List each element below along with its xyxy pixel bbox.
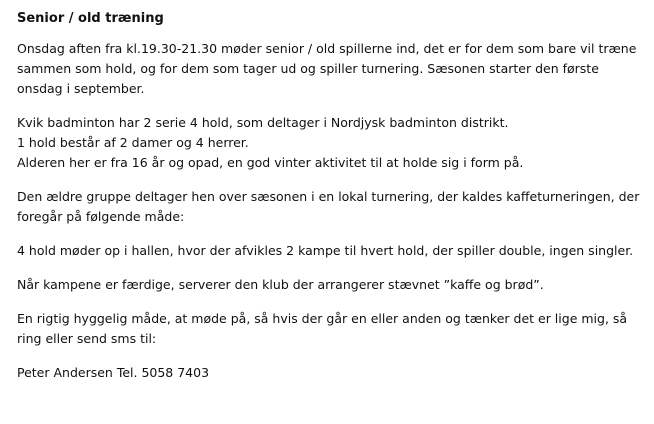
text-line: Når kampene er færdige, serverer den klub der arrangerer stævnet ”kaffe og brød”. (17, 277, 544, 292)
document-title: Senior / old træning (17, 11, 164, 26)
paragraph-invitation (17, 309, 647, 349)
document (17, 10, 647, 397)
text-line: Den ældre gruppe deltager hen over sæsonen i en lokal turnering, der kaldes kaffeturneringen, der (17, 189, 640, 204)
text-line: Kvik badminton har 2 serie 4 hold, som deltager i Nordjysk badminton distrikt. (17, 115, 509, 130)
paragraph-teams (17, 113, 647, 173)
text-line: En rigtig hyggelig måde, at møde på, så hvis der går en eller anden og tænker det er lige mig, så (17, 311, 628, 326)
paragraph-coffee-tournament (17, 187, 647, 227)
paragraph-training-schedule (17, 39, 647, 99)
text-line: onsdag i september. (17, 81, 145, 96)
text-line: 4 hold møder op i hallen, hvor der afvikles 2 kampe til hvert hold, der spiller double, ingen singler. (17, 243, 634, 258)
text-line: Alderen her er fra 16 år og opad, en god vinter aktivitet til at holde sig i form på. (17, 155, 524, 170)
text-line: 1 hold består af 2 damer og 4 herrer. (17, 135, 249, 150)
paragraph-contact (17, 363, 647, 383)
text-line: sammen som hold, og for dem som tager ud og spiller turnering. Sæsonen starter den første (17, 61, 599, 76)
text-line: ring eller send sms til: (17, 331, 157, 346)
paragraph-match-format (17, 241, 647, 261)
contact-info: Peter Andersen Tel. 5058 7403 (17, 365, 210, 380)
text-line: Onsdag aften fra kl.19.30-21.30 møder senior / old spillerne ind, det er for dem som bare vil træne (17, 41, 637, 56)
text-line: foregår på følgende måde: (17, 209, 185, 224)
paragraph-after-matches (17, 275, 647, 295)
